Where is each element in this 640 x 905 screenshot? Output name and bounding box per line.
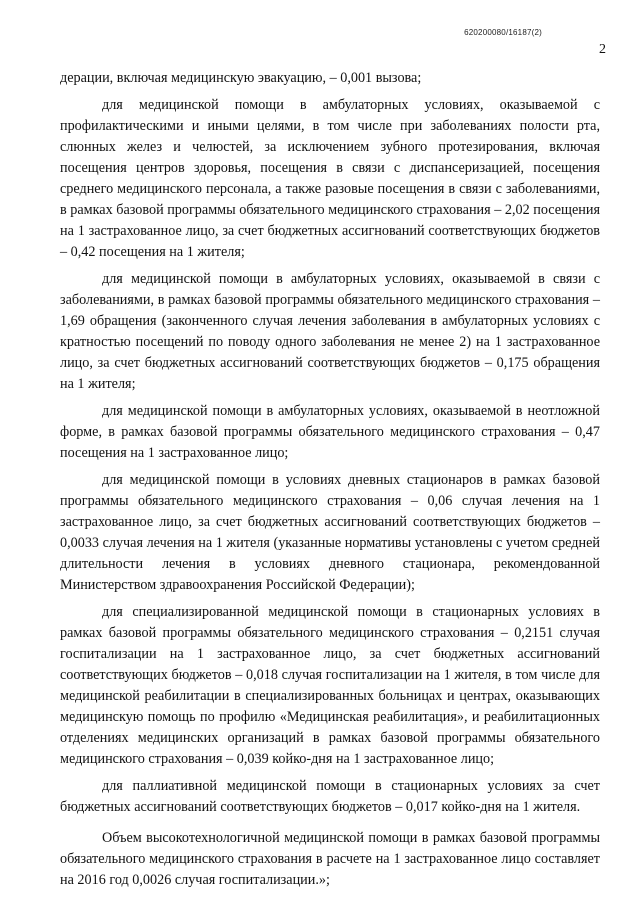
paragraph-specialized-inpatient: для специализированной медицинской помощи в стационарных условиях в рамках базовой программы обязательного медицинского страхования – 0,2151 случая госпитализации на 1 застрахованное лицо, за счет бюджетных ассигнований соответствующих бюджетов – 0,018 случая госпитализации на 1 жителя, в том числе для медицинской реабилитации в специализированных больницах и центрах, оказывающих медицинскую помощь по профилю «Медицинская реабилитация», и реабилитационных отделениях медицинских организаций в рамках базовой программы обязательного медицинского страхования – 0,039 койко-дня на 1 застрахованное лицо; [60, 604, 600, 767]
paragraph-continuation: дерации, включая медицинскую эвакуацию, – 0,001 вызова; [60, 70, 422, 86]
document-body [60, 68, 600, 891]
paragraph-high-tech: Объем высокотехнологичной медицинской помощи в рамках базовой программы обязательного медицинского страхования в расчете на 1 застрахованное лицо составляет на 2016 год 0,0026 случая госпитализации.»; [60, 830, 600, 888]
paragraph-ambulatory-disease: для медицинской помощи в амбулаторных условиях, оказываемой в связи с заболеваниями, в рамках базовой программы обязательного медицинского страхования – 1,69 обращения (законченного случая лечения заболевания в амбулаторных условиях с кратностью посещений по поводу одного заболевания не менее 2) на 1 застрахованное лицо, за счет бюджетных ассигнований соответствующих бюджетов – 0,175 обращения на 1 жителя; [60, 271, 600, 392]
paragraph-ambulatory-prophylactic: для медицинской помощи в амбулаторных условиях, оказываемой с профилактическими и иными целями, в том числе при заболеваниях полости рта, слюнных желез и челюстей, за исключением зубного протезирования, включая посещения центров здоровья, посещения в связи с диспансеризацией, посещения среднего медицинского персонала, а также разовые посещения в связи с заболеваниями, в рамках базовой программы обязательного медицинского страхования – 2,02 посещения на 1 застрахованное лицо, за счет бюджетных ассигнований соответствующих бюджетов – 0,42 посещения на 1 жителя; [60, 97, 600, 260]
document-id: 620200080/16187(2) [464, 28, 542, 37]
paragraph-ambulatory-urgent: для медицинской помощи в амбулаторных условиях, оказываемой в неотложной форме, в рамках базовой программы обязательного медицинского страхования – 0,47 посещения на 1 застрахованное лицо; [60, 403, 600, 461]
page-number: 2 [599, 42, 606, 57]
paragraph-palliative: для паллиативной медицинской помощи в стационарных условиях за счет бюджетных ассигнований соответствующих бюджетов – 0,017 койко-дня на 1 жителя. [60, 778, 600, 815]
paragraph-day-hospital: для медицинской помощи в условиях дневных стационаров в рамках базовой программы обязательного медицинского страхования – 0,06 случая лечения на 1 застрахованное лицо, за счет бюджетных ассигнований соответствующих бюджетов – 0,0033 случая лечения на 1 жителя (указанные нормативы установлены с учетом средней длительности лечения в условиях дневного стационара, рекомендованной Министерством здравоохранения Российской Федерации); [60, 472, 600, 593]
